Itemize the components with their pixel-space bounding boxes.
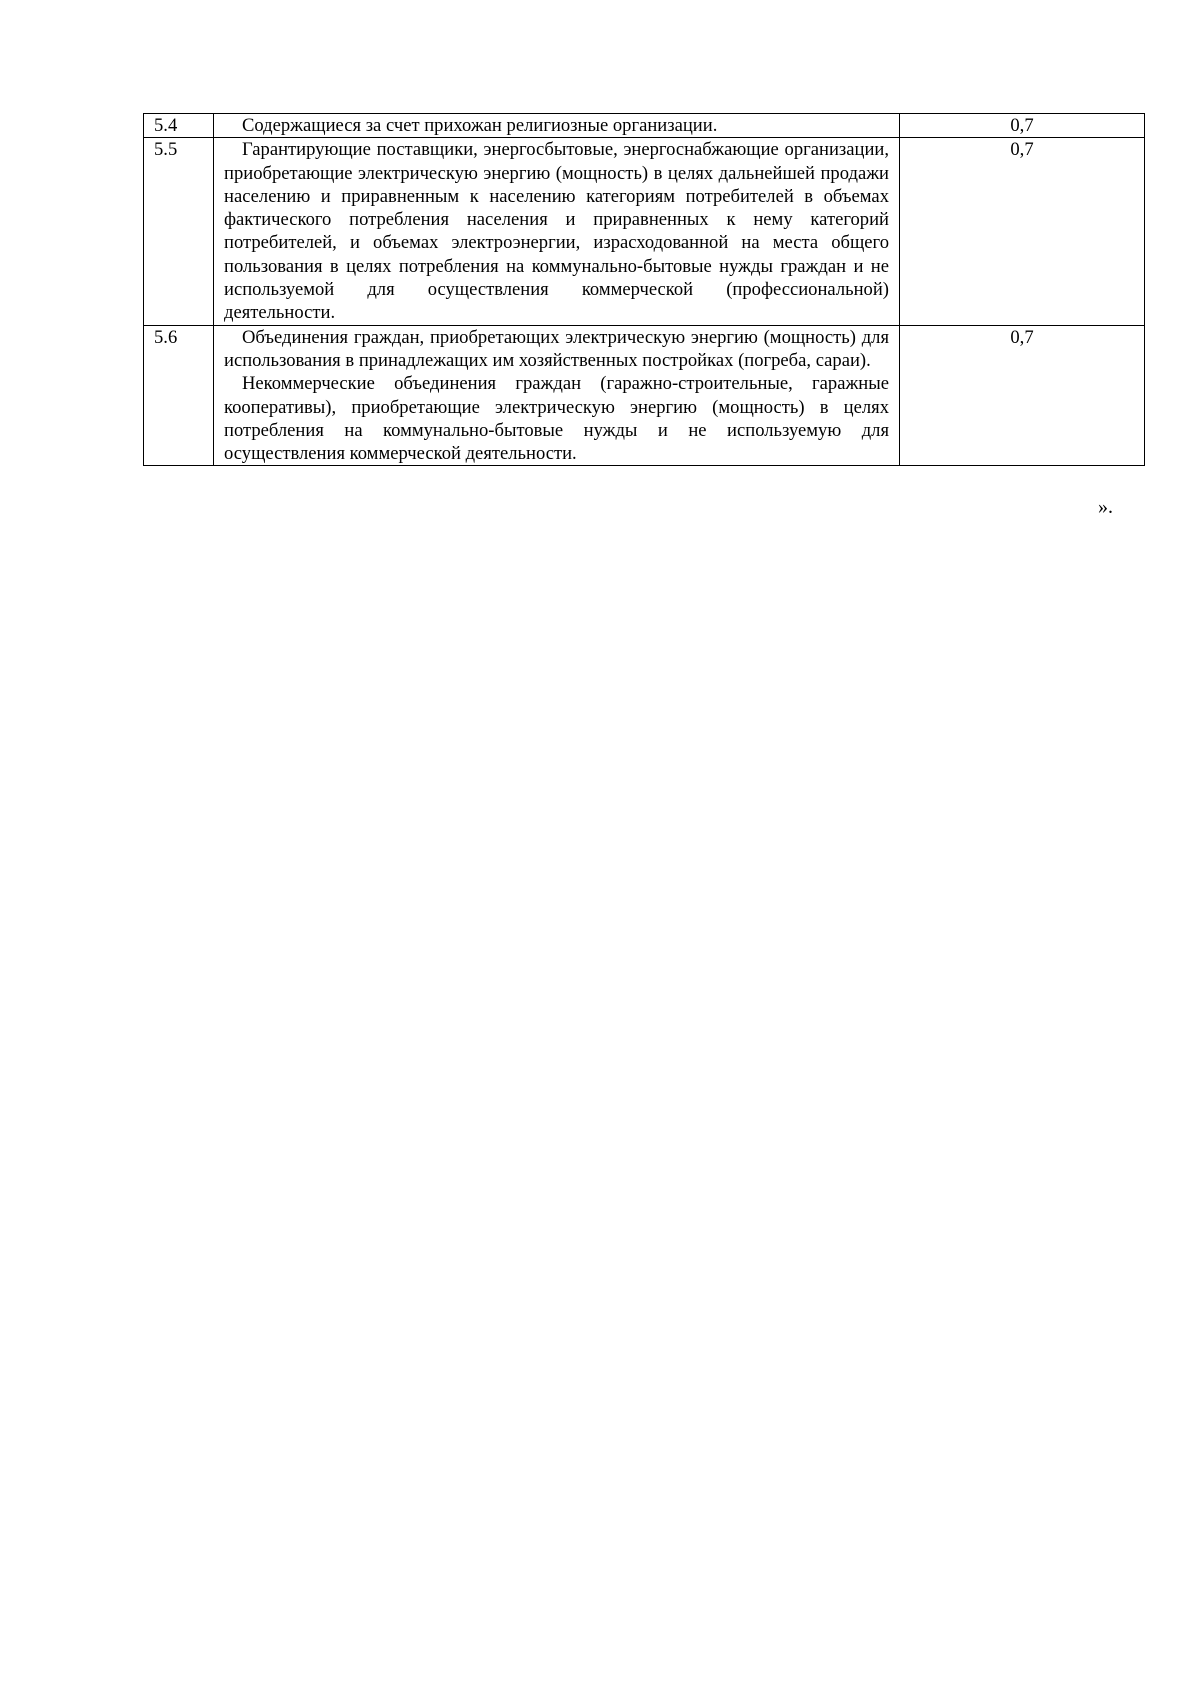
row-description xyxy=(214,114,900,138)
closing-quote-mark: ». xyxy=(1098,496,1113,518)
row-coefficient: 0,7 xyxy=(900,138,1145,325)
description-paragraph: Содержащиеся за счет прихожан религиозные организации. xyxy=(242,115,718,136)
row-description xyxy=(214,325,900,466)
table-row xyxy=(144,114,1145,138)
table-row xyxy=(144,325,1145,466)
table-row xyxy=(144,138,1145,325)
tariff-table xyxy=(143,113,1145,466)
row-number: 5.5 xyxy=(144,138,214,325)
row-coefficient: 0,7 xyxy=(900,325,1145,466)
description-paragraph: Гарантирующие поставщики, энергосбытовые, энергоснабжающие организации, приобретающие электрическую энергию (мощность) в целях дальнейшей продажи населению и приравненным к населению категориям потребителей в объемах фактического потребления населения и приравненных к нему категорий потребителей, и объемах электроэнергии, израсходованной на места общего пользования в целях потребления на коммунально-бытовые нужды граждан и не используемой для осуществления коммерческой (профессиональной) деятельности. xyxy=(224,139,889,324)
description-paragraph: Некоммерческие объединения граждан (гаражно-строительные, гаражные кооперативы), приобретающие электрическую энергию (мощность) в целях потребления на коммунально-бытовые нужды и не используемую для осуществления коммерческой деятельности. xyxy=(224,373,889,465)
row-number: 5.4 xyxy=(144,114,214,138)
description-paragraph: Объединения граждан, приобретающих электрическую энергию (мощность) для использования в принадлежащих им хозяйственных постройках (погреба, сараи). xyxy=(224,326,889,371)
row-number: 5.6 xyxy=(144,325,214,466)
row-description xyxy=(214,138,900,325)
row-coefficient: 0,7 xyxy=(900,114,1145,138)
